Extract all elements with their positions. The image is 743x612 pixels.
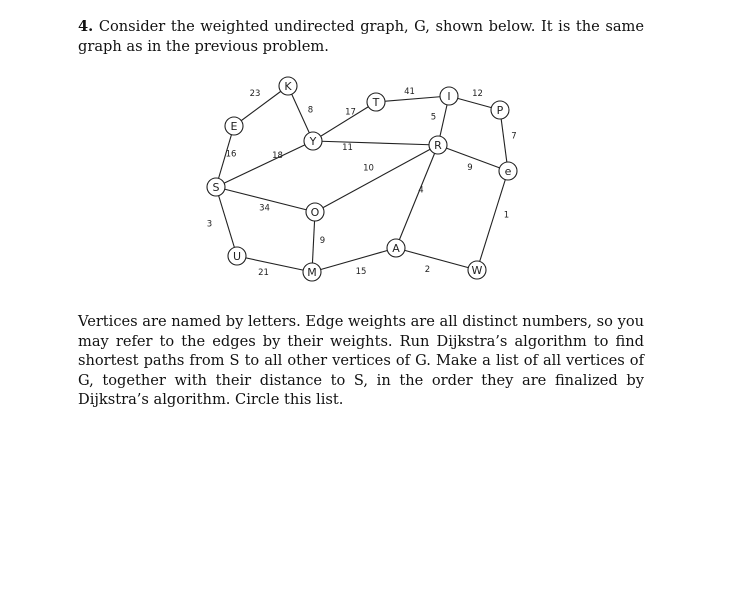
edge-e-W bbox=[477, 171, 508, 270]
edge-weight-I-R: 5 bbox=[430, 112, 437, 123]
vertex-label: T bbox=[372, 96, 380, 109]
edge-weight-I-P: 12 bbox=[472, 89, 483, 99]
vertex-label: Y bbox=[309, 135, 317, 148]
vertex-Y bbox=[304, 132, 322, 150]
vertex-e bbox=[499, 162, 517, 180]
edge-O-R bbox=[315, 145, 438, 212]
edge-R-A bbox=[396, 145, 438, 248]
vertex-label: W bbox=[471, 264, 483, 277]
vertex-S bbox=[207, 178, 225, 196]
vertex-label: M bbox=[307, 266, 317, 279]
vertex-label: E bbox=[230, 120, 238, 133]
vertex-R bbox=[429, 136, 447, 154]
edge-weight-Y-R: 11 bbox=[342, 143, 353, 153]
vertex-label: O bbox=[310, 206, 320, 219]
vertex-label: e bbox=[504, 165, 512, 178]
edge-weight-M-A: 15 bbox=[355, 267, 367, 277]
edge-M-A bbox=[312, 248, 396, 272]
edge-weight-A-W: 2 bbox=[424, 265, 431, 275]
problem-number: 4. bbox=[78, 18, 94, 35]
edge-weight-E-K: 23 bbox=[249, 89, 261, 99]
intro-text: Consider the weighted undirected graph, G, shown below. It is the same graph as in the previous problem. bbox=[78, 18, 644, 55]
vertex-label: P bbox=[496, 104, 504, 117]
edge-R-e bbox=[438, 145, 508, 171]
vertex-label: U bbox=[232, 250, 242, 263]
edge-weight-e-W: 1 bbox=[503, 210, 510, 221]
edge-E-K bbox=[234, 86, 288, 126]
vertex-I bbox=[440, 87, 458, 105]
vertex-A bbox=[387, 239, 405, 257]
vertex-label: R bbox=[434, 139, 442, 152]
edge-S-Y bbox=[216, 141, 313, 187]
edge-weight-T-I: 41 bbox=[404, 87, 415, 97]
vertex-K bbox=[279, 77, 297, 95]
edge-U-M bbox=[237, 256, 312, 272]
edge-weight-O-M: 9 bbox=[319, 236, 326, 246]
vertex-label: S bbox=[212, 181, 220, 194]
vertex-label: A bbox=[392, 242, 400, 255]
vertex-P bbox=[491, 101, 509, 119]
edge-weight-S-U: 3 bbox=[206, 219, 213, 230]
vertex-label: I bbox=[447, 90, 451, 103]
vertex-W bbox=[468, 261, 486, 279]
edge-weight-Y-T: 17 bbox=[345, 107, 356, 118]
edge-weight-K-Y: 8 bbox=[307, 105, 314, 116]
edge-weight-E-S: 16 bbox=[225, 149, 237, 160]
edge-weight-S-O: 34 bbox=[259, 203, 270, 214]
vertex-label: K bbox=[284, 80, 292, 93]
edge-weight-S-Y: 18 bbox=[272, 151, 283, 161]
vertex-M bbox=[303, 263, 321, 281]
edge-S-U bbox=[216, 187, 237, 256]
edge-weight-P-e: 7 bbox=[511, 131, 517, 142]
vertex-O bbox=[306, 203, 324, 221]
edge-weight-R-e: 9 bbox=[467, 163, 473, 173]
edge-A-W bbox=[396, 248, 477, 270]
vertex-U bbox=[228, 247, 246, 265]
edge-Y-R bbox=[313, 141, 438, 145]
edge-weight-U-M: 21 bbox=[258, 268, 269, 278]
problem-body: Vertices are named by letters. Edge weights are all distinct numbers, so you may refer to the edges by their weights. Run Dijkstra’s algorithm to find shortest paths from S to all other vertices of G. Make a list of all vertices of G, together with their distance to S, in the order they are finalized by Dijkstra’s algorithm. Circle this list. bbox=[78, 313, 645, 408]
vertex-E bbox=[225, 117, 243, 135]
edge-weight-O-R: 10 bbox=[363, 163, 374, 174]
edge-weight-R-A: 4 bbox=[418, 185, 424, 196]
vertex-T bbox=[367, 93, 385, 111]
